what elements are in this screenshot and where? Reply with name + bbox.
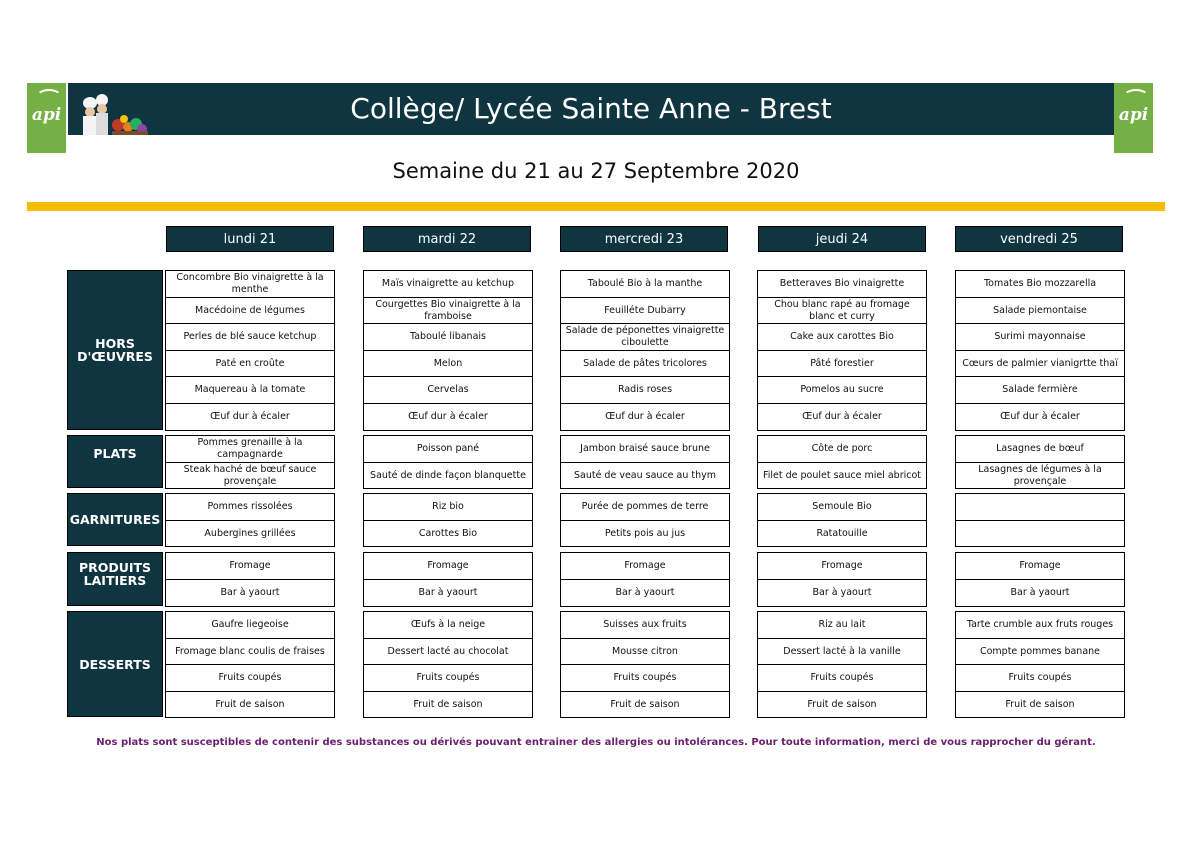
- menu-cell: Compte pommes banane: [955, 638, 1125, 665]
- logo-swirl-icon: [36, 89, 62, 105]
- menu-cell: Cake aux carottes Bio: [757, 323, 927, 351]
- menu-cell: Aubergines grillées: [165, 520, 335, 547]
- menu-cell: Fruit de saison: [363, 691, 533, 718]
- menu-cell: Bar à yaourt: [363, 579, 533, 607]
- menu-cell: Cervelas: [363, 376, 533, 404]
- menu-cell: Petits pois au jus: [560, 520, 730, 547]
- allergy-footnote: Nos plats sont susceptibles de contenir des substances ou dérivés pouvant entrainer des allergies ou intolérances. Pour toute information, merci de vous rapprocher du gérant.: [96, 737, 1096, 748]
- menu-cell: Salade piemontaise: [955, 297, 1125, 324]
- menu-cell: Sauté de dinde façon blanquette: [363, 462, 533, 489]
- day-header: mardi 22: [363, 226, 531, 252]
- title-banner: [68, 83, 1114, 135]
- menu-cell: Œuf dur à écaler: [363, 403, 533, 431]
- menu-cell: Fruit de saison: [165, 691, 335, 718]
- logo-text: api: [31, 105, 62, 125]
- menu-cell: Fruits coupés: [955, 664, 1125, 692]
- menu-cell: Lasagnes de légumes à la provençale: [955, 462, 1125, 489]
- day-header: vendredi 25: [955, 226, 1123, 252]
- menu-cell: Œuf dur à écaler: [757, 403, 927, 431]
- category-plats: PLATS: [67, 435, 163, 488]
- menu-cell: Fruit de saison: [955, 691, 1125, 718]
- menu-cell: Poisson pané: [363, 435, 533, 463]
- menu-cell: Salade de péponettes vinaigrette ciboulette: [560, 323, 730, 351]
- menu-cell: Mousse citron: [560, 638, 730, 665]
- menu-cell: Riz bio: [363, 493, 533, 521]
- menu-cell: Perles de blé sauce ketchup: [165, 323, 335, 351]
- menu-cell: Fruits coupés: [165, 664, 335, 692]
- menu-cell: Salade fermière: [955, 376, 1125, 404]
- menu-cell: Fruits coupés: [757, 664, 927, 692]
- category-produits-laitiers: PRODUITS LAITIERS: [67, 552, 163, 606]
- logo-swirl-icon: [1123, 89, 1149, 105]
- menu-cell: Fromage: [560, 552, 730, 580]
- menu-cell: Bar à yaourt: [560, 579, 730, 607]
- menu-cell: Paté en croûte: [165, 350, 335, 377]
- menu-cell: Cœurs de palmier vianigrtte thaï: [955, 350, 1125, 377]
- menu-cell: Bar à yaourt: [955, 579, 1125, 607]
- menu-cell: Tomates Bio mozzarella: [955, 270, 1125, 298]
- page-title: Collège/ Lycée Sainte Anne - Brest: [350, 92, 832, 125]
- menu-cell: Pommes grenaille à la campagnarde: [165, 435, 335, 463]
- menu-cell: Fruit de saison: [757, 691, 927, 718]
- menu-cell: Fromage: [955, 552, 1125, 580]
- category-desserts: DESSERTS: [67, 611, 163, 717]
- menu-cell: Pommes rissolées: [165, 493, 335, 521]
- menu-cell: Steak haché de bœuf sauce provençale: [165, 462, 335, 489]
- menu-cell: Tarte crumble aux fruts rouges: [955, 611, 1125, 639]
- menu-cell: Fromage: [363, 552, 533, 580]
- menu-cell: Concombre Bio vinaigrette à la menthe: [165, 270, 335, 298]
- menu-cell: Betteraves Bio vinaigrette: [757, 270, 927, 298]
- day-header: jeudi 24: [758, 226, 926, 252]
- menu-cell: Riz au lait: [757, 611, 927, 639]
- menu-cell: Semoule Bio: [757, 493, 927, 521]
- menu-cell: Maïs vinaigrette au ketchup: [363, 270, 533, 298]
- menu-cell: Jambon braisé sauce brune: [560, 435, 730, 463]
- menu-cell: Maquereau à la tomate: [165, 376, 335, 404]
- menu-cell: Taboulé Bio à la manthe: [560, 270, 730, 298]
- menu-cell: Salade de pâtes tricolores: [560, 350, 730, 377]
- menu-cell: Bar à yaourt: [757, 579, 927, 607]
- api-logo-left: [27, 83, 66, 153]
- menu-cell: Fromage: [757, 552, 927, 580]
- menu-cell: Œuf dur à écaler: [560, 403, 730, 431]
- menu-cell: Feuilléte Dubarry: [560, 297, 730, 324]
- week-subtitle: Semaine du 21 au 27 Septembre 2020: [392, 159, 800, 183]
- menu-cell: Œufs à la neige: [363, 611, 533, 639]
- logo-text: api: [1118, 105, 1149, 125]
- menu-cell: Fromage: [165, 552, 335, 580]
- menu-cell: Surimi mayonnaise: [955, 323, 1125, 351]
- menu-cell: Pomelos au sucre: [757, 376, 927, 404]
- menu-cell: Fromage blanc coulis de fraises: [165, 638, 335, 665]
- menu-cell: Gaufre liegeoise: [165, 611, 335, 639]
- menu-cell: [955, 520, 1125, 547]
- menu-cell: Macédoine de légumes: [165, 297, 335, 324]
- menu-cell: Côte de porc: [757, 435, 927, 463]
- api-logo-right: [1114, 83, 1153, 153]
- category-hors-oeuvres: HORS D'ŒUVRES: [67, 270, 163, 430]
- menu-cell: Filet de poulet sauce miel abricot: [757, 462, 927, 489]
- menu-cell: Suisses aux fruits: [560, 611, 730, 639]
- menu-cell: Pâté forestier: [757, 350, 927, 377]
- chef-illustration-icon: [72, 91, 148, 135]
- menu-cell: Dessert lacté au chocolat: [363, 638, 533, 665]
- menu-cell: Radis roses: [560, 376, 730, 404]
- menu-cell: Dessert lacté à la vanille: [757, 638, 927, 665]
- menu-cell: Lasagnes de bœuf: [955, 435, 1125, 463]
- menu-cell: Œuf dur à écaler: [955, 403, 1125, 431]
- menu-cell: Ratatouille: [757, 520, 927, 547]
- menu-cell: Fruits coupés: [363, 664, 533, 692]
- menu-cell: Bar à yaourt: [165, 579, 335, 607]
- menu-cell: Taboulé libanais: [363, 323, 533, 351]
- menu-cell: Melon: [363, 350, 533, 377]
- day-header: lundi 21: [166, 226, 334, 252]
- menu-cell: Œuf dur à écaler: [165, 403, 335, 431]
- menu-cell: Sauté de veau sauce au thym: [560, 462, 730, 489]
- menu-cell: Fruit de saison: [560, 691, 730, 718]
- menu-cell: Purée de pommes de terre: [560, 493, 730, 521]
- menu-cell: Carottes Bio: [363, 520, 533, 547]
- menu-cell: Chou blanc rapé au fromage blanc et curry: [757, 297, 927, 324]
- menu-cell: [955, 493, 1125, 521]
- divider-rule: [27, 202, 1165, 211]
- day-header: mercredi 23: [560, 226, 728, 252]
- menu-cell: Courgettes Bio vinaigrette à la framboise: [363, 297, 533, 324]
- menu-cell: Fruits coupés: [560, 664, 730, 692]
- category-garnitures: GARNITURES: [67, 493, 163, 546]
